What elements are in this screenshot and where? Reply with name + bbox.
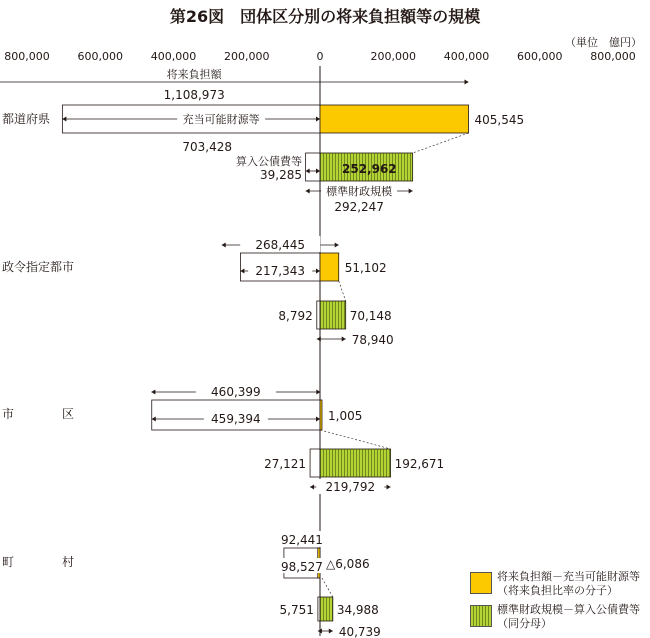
- debt-service-value: 27,121: [264, 457, 307, 471]
- future-burden-arrow-head: [465, 80, 469, 85]
- future-burden-value: 1,108,973: [163, 88, 225, 102]
- denominator-value: 252,962: [342, 162, 397, 176]
- standard-fiscal-caption: 標準財政規模: [326, 185, 393, 198]
- axis-tick-label: 600,000: [77, 50, 123, 63]
- future-burden-caption: 将来負担額: [166, 68, 222, 81]
- available-funds-value: 703,428: [182, 140, 232, 154]
- standard-fiscal-value: 292,247: [334, 200, 384, 214]
- debt-service-caption: 算入公債費等: [236, 155, 302, 168]
- axis-tick-label: 400,000: [150, 50, 197, 63]
- future-burden-value: 460,399: [211, 385, 261, 399]
- future-burden-arrow-head: [222, 243, 226, 248]
- standard-fiscal-arrow-head: [409, 189, 413, 194]
- debt-service-box: [310, 449, 320, 477]
- axis-tick-label: 800,000: [4, 50, 50, 63]
- denominator-bar: [320, 449, 391, 477]
- group-label: 政令指定都市: [2, 260, 75, 274]
- denominator-bar: [320, 597, 333, 621]
- numerator-value: 1,005: [328, 409, 363, 423]
- available-funds-value: 98,527: [280, 560, 323, 574]
- connector-dashed: [339, 281, 346, 301]
- group-label: 都道府県: [2, 112, 51, 126]
- future-burden-value: 268,445: [255, 238, 306, 252]
- axis-tick-label: 200,000: [224, 50, 270, 63]
- numerator-bar: [320, 253, 339, 281]
- numerator-value: 405,545: [474, 113, 525, 127]
- numerator-bar: [320, 400, 322, 430]
- future-burden-arrow-head: [151, 390, 155, 395]
- debt-service-value: 39,285: [260, 168, 302, 182]
- connector-dashed: [413, 133, 469, 153]
- axis-tick-label: 800,000: [590, 50, 636, 63]
- axis-tick-label: 0: [316, 50, 324, 63]
- connector-dashed: [320, 430, 390, 449]
- standard-fiscal-value: 219,792: [325, 480, 376, 494]
- axis-tick-label: 400,000: [443, 50, 490, 63]
- legend-label: 将来負担額－充当可能財源等: [497, 570, 640, 583]
- standard-fiscal-arrow-head: [310, 485, 314, 490]
- numerator-bar: [320, 105, 469, 133]
- group-label: 市 区: [2, 407, 75, 421]
- legend-sublabel: （同分母）: [497, 617, 552, 630]
- legend-swatch-orange: [470, 572, 492, 594]
- standard-fiscal-arrow-head: [329, 629, 333, 634]
- available-funds-value: 459,394: [211, 412, 261, 426]
- denominator-value: 34,988: [336, 603, 379, 617]
- available-funds-value: 217,343: [255, 264, 306, 278]
- future-burden-value: 92,441: [280, 533, 323, 547]
- future-burden-arrow-head: [335, 243, 339, 248]
- axis-tick-label: 200,000: [370, 50, 416, 63]
- standard-fiscal-arrow-head: [306, 189, 310, 194]
- legend-sublabel: （将来負担比率の分子）: [497, 584, 618, 597]
- unit-label: （単位 億円）: [565, 36, 642, 49]
- connector-dashed: [322, 578, 333, 597]
- axis-tick-label: 600,000: [517, 50, 563, 63]
- debt-service-value: 5,751: [279, 603, 314, 617]
- standard-fiscal-arrow-head: [342, 337, 346, 342]
- group-label: 町 村: [2, 555, 75, 569]
- denominator-value: 192,671: [394, 457, 445, 471]
- chart-title: 第26図 団体区分別の将来負担額等の規模: [169, 7, 481, 26]
- debt-service-value: 8,792: [278, 309, 313, 323]
- standard-fiscal-arrow-head: [387, 485, 391, 490]
- debt-service-box: [317, 301, 320, 329]
- denominator-value: 70,148: [349, 309, 392, 323]
- numerator-value: 51,102: [344, 261, 387, 275]
- available-funds-caption: 充当可能財源等: [182, 113, 260, 126]
- standard-fiscal-value: 40,739: [338, 625, 381, 638]
- legend-swatch-green: [470, 605, 492, 627]
- legend-label: 標準財政規模－算入公債費等: [497, 603, 640, 616]
- numerator-value: △6,086: [326, 557, 370, 571]
- denominator-bar: [320, 301, 346, 329]
- standard-fiscal-arrow-head: [317, 337, 321, 342]
- standard-fiscal-value: 78,940: [351, 333, 394, 347]
- debt-service-box: [306, 153, 320, 181]
